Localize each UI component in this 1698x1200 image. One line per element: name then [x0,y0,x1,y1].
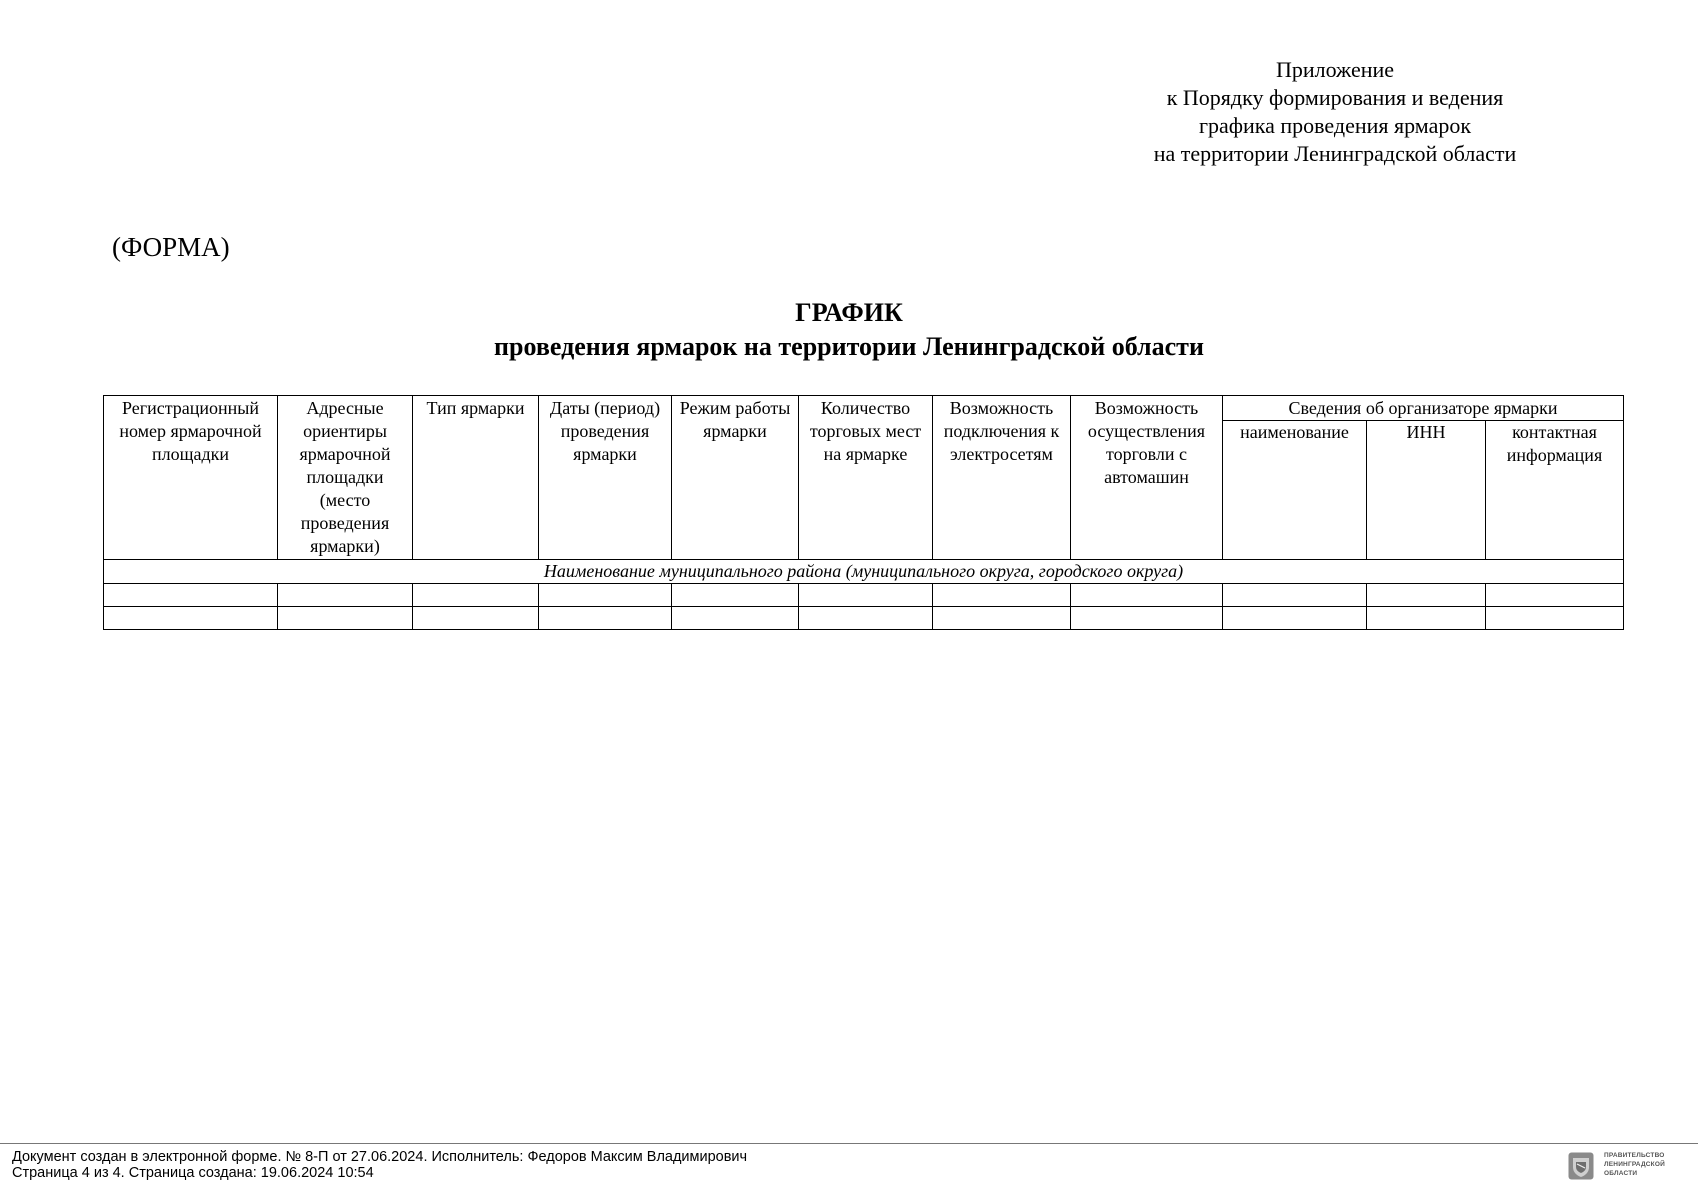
header-type: Тип ярмарки [413,396,539,560]
footer-text [12,1149,747,1181]
table-cell [933,607,1071,630]
logo-text [1604,1151,1665,1178]
table-cell [104,584,278,607]
logo-text-line: ЛЕНИНГРАДСКОЙ [1604,1161,1665,1168]
table-cell [1223,584,1367,607]
header-power: Возможность подключения к электросетям [933,396,1071,560]
table-cell [413,584,539,607]
table-cell [933,584,1071,607]
logo-text-line: ПРАВИТЕЛЬСТВО [1604,1152,1665,1159]
table-cell [539,607,672,630]
table-cell [1071,607,1223,630]
form-label: (ФОРМА) [112,232,230,262]
header-address: Адресные ориентиры ярмарочной площадки (место проведения ярмарки) [278,396,413,560]
table-cell [1223,607,1367,630]
footer-page-info: Страница 4 из 4. Страница создана: 19.06.2024 10:54 [12,1165,374,1181]
header-reg-number: Регистрационный номер ярмарочной площадки [104,396,278,560]
header-dates: Даты (период) проведения ярмарки [539,396,672,560]
document-title: ГРАФИК [795,298,903,327]
header-org-name: наименование [1223,421,1367,560]
table-cell [672,584,799,607]
table-cell [1367,584,1486,607]
header-mode: Режим работы ярмарки [672,396,799,560]
region-name-cell: Наименование муниципального района (муниципального округа, городского округа) [104,560,1624,584]
appendix-line: Приложение [1275,57,1395,82]
table-cell [799,607,933,630]
header-cars: Возможность осуществления торговли с автомашин [1071,396,1223,560]
footer-divider [0,1143,1698,1144]
header-places: Количество торговых мест на ярмарке [799,396,933,560]
table-cell [104,607,278,630]
table-cell [278,607,413,630]
header-org-inn: ИНН [1367,421,1486,560]
table-row [104,584,1624,607]
government-logo [1568,1150,1680,1182]
table-cell [539,584,672,607]
table-cell [1071,584,1223,607]
coat-of-arms-icon [1568,1152,1594,1180]
schedule-table [103,395,1624,630]
header-organizer: Сведения об организаторе ярмарки [1223,396,1624,421]
table-cell [1486,607,1624,630]
appendix-line: на территории Ленинградской области [1153,141,1517,166]
region-row [104,560,1624,584]
table-cell [278,584,413,607]
table-row [104,607,1624,630]
header-row [104,396,1624,421]
document-subtitle: проведения ярмарок на территории Ленинградской области [494,332,1204,361]
table-cell [672,607,799,630]
header-org-contact: контактная информация [1486,421,1624,560]
table-cell [413,607,539,630]
footer-document-info: Документ создан в электронной форме. № 8-П от 27.06.2024. Исполнитель: Федоров Максим Владимирович [12,1149,748,1165]
table-cell [799,584,933,607]
table-cell [1367,607,1486,630]
appendix-line: к Порядку формирования и ведения [1166,85,1504,110]
table-cell [1486,584,1624,607]
appendix-line: графика проведения ярмарок [1198,113,1472,138]
appendix-block [1100,56,1570,168]
logo-text-line: ОБЛАСТИ [1604,1170,1638,1177]
